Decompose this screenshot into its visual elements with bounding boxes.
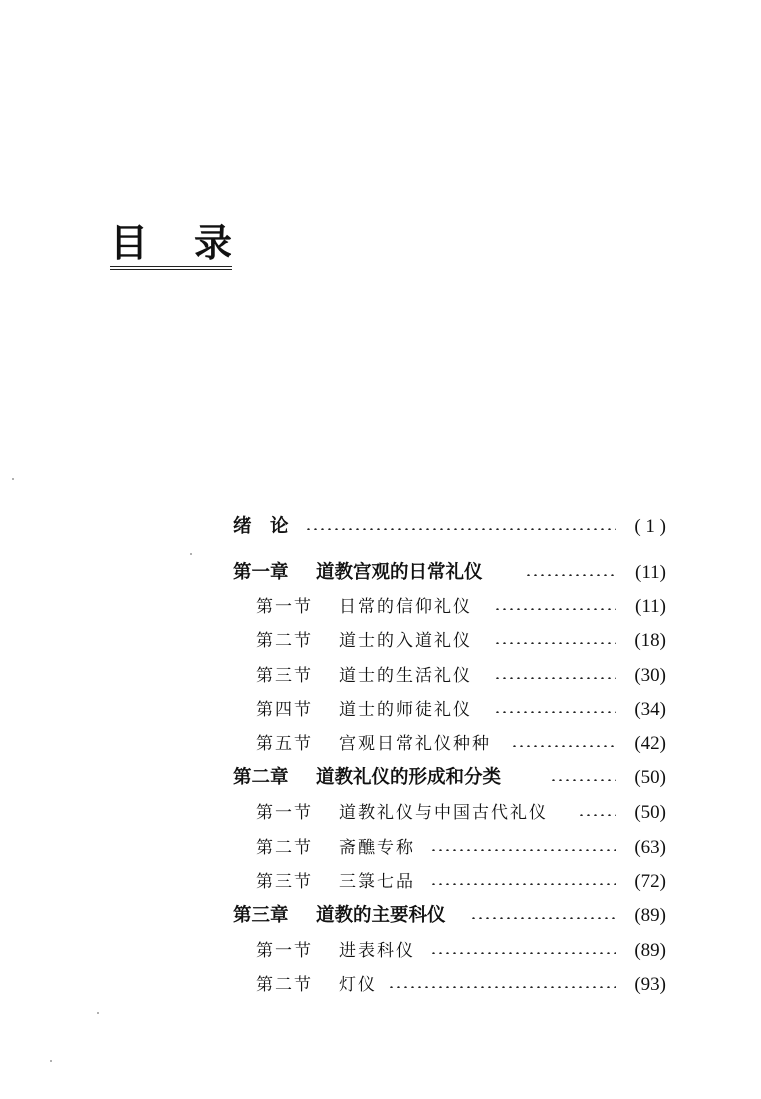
toc-page-number: (11)	[635, 596, 666, 617]
toc-page-number: (11)	[635, 562, 666, 583]
toc-entry-1-1[interactable]	[0, 592, 761, 622]
dot-leader	[494, 711, 616, 713]
toc-section-label: 第一节	[256, 597, 313, 617]
toc-section-label: 第二节	[256, 975, 313, 995]
toc-page-number: (63)	[634, 837, 666, 858]
toc-section-label: 第三节	[256, 666, 313, 686]
toc-section-title: 宫观日常礼仪种种	[339, 734, 491, 754]
toc-chapter-label: 第三章	[233, 905, 289, 926]
toc-page-number: ( 1 )	[634, 516, 666, 537]
toc-page-number: (42)	[634, 733, 666, 754]
toc-section-label: 第五节	[256, 734, 313, 754]
toc-entry-2-2[interactable]	[0, 833, 761, 863]
toc-entry-1-5[interactable]	[0, 729, 761, 759]
toc-entry-introduction[interactable]	[0, 512, 761, 542]
dot-leader	[305, 528, 616, 530]
toc-section-title: 日常的信仰礼仪	[339, 597, 472, 617]
toc-section-title: 道士的师徒礼仪	[339, 700, 472, 720]
dot-leader	[430, 883, 616, 885]
toc-section-label: 第三节	[256, 872, 313, 892]
scan-speck	[97, 1012, 99, 1014]
dot-leader	[494, 642, 616, 644]
toc-chapter-title: 道教礼仪的形成和分类	[316, 767, 502, 788]
toc-entry-3-2[interactable]	[0, 970, 761, 1000]
toc-page-number: (30)	[634, 665, 666, 686]
toc-section-title: 道教礼仪与中国古代礼仪	[339, 803, 548, 823]
toc-section-label: 第四节	[256, 700, 313, 720]
toc-page-number: (34)	[634, 699, 666, 720]
dot-leader	[430, 952, 616, 954]
toc-chapter-label: 第一章	[233, 562, 289, 583]
toc-entry-3-1[interactable]	[0, 936, 761, 966]
toc-section-label: 第二节	[256, 838, 313, 858]
toc-entry-chapter-2[interactable]	[0, 763, 761, 793]
toc-page-number: (50)	[634, 767, 666, 788]
toc-entry-1-4[interactable]	[0, 695, 761, 725]
toc-section-label: 第一节	[256, 941, 313, 961]
toc-section-title: 灯仪	[339, 975, 377, 995]
dot-leader	[470, 917, 616, 919]
toc-section-label: 第二节	[256, 631, 313, 651]
toc-chapter-label: 第二章	[233, 767, 289, 788]
toc-page-number: (89)	[634, 905, 666, 926]
toc-page-number: (72)	[634, 871, 666, 892]
dot-leader	[578, 814, 616, 816]
toc-section-title: 道士的生活礼仪	[339, 666, 472, 686]
toc-chapter-label: 绪 论	[233, 516, 289, 537]
toc-section-title: 进表科仪	[339, 941, 415, 961]
dot-leader	[525, 574, 616, 576]
toc-page-number: (89)	[634, 940, 666, 961]
dot-leader	[550, 779, 616, 781]
dot-leader	[430, 849, 616, 851]
dot-leader	[494, 677, 616, 679]
toc-entry-1-3[interactable]	[0, 661, 761, 691]
toc-section-label: 第一节	[256, 803, 313, 823]
toc-page-number: (50)	[634, 802, 666, 823]
toc-page-number: (18)	[634, 630, 666, 651]
scan-speck	[50, 1060, 52, 1062]
scan-speck	[190, 553, 192, 555]
toc-entry-2-3[interactable]	[0, 867, 761, 897]
toc-section-title: 三箓七品	[339, 872, 415, 892]
toc-entry-chapter-1[interactable]	[0, 558, 761, 588]
toc-section-title: 斋醮专称	[339, 838, 415, 858]
scan-speck	[12, 478, 14, 480]
toc-entry-chapter-3[interactable]	[0, 901, 761, 931]
page-title-char-1: 目	[110, 220, 149, 265]
toc-chapter-title: 道教的主要科仪	[316, 905, 446, 926]
page-title-char-2: 录	[194, 220, 233, 265]
toc-chapter-title: 道教宫观的日常礼仪	[316, 562, 483, 583]
dot-leader	[494, 608, 616, 610]
dot-leader	[511, 745, 616, 747]
toc-entry-2-1[interactable]	[0, 798, 761, 828]
dot-leader	[388, 986, 616, 988]
toc-entry-1-2[interactable]	[0, 626, 761, 656]
toc-page-number: (93)	[634, 974, 666, 995]
toc-section-title: 道士的入道礼仪	[339, 631, 472, 651]
